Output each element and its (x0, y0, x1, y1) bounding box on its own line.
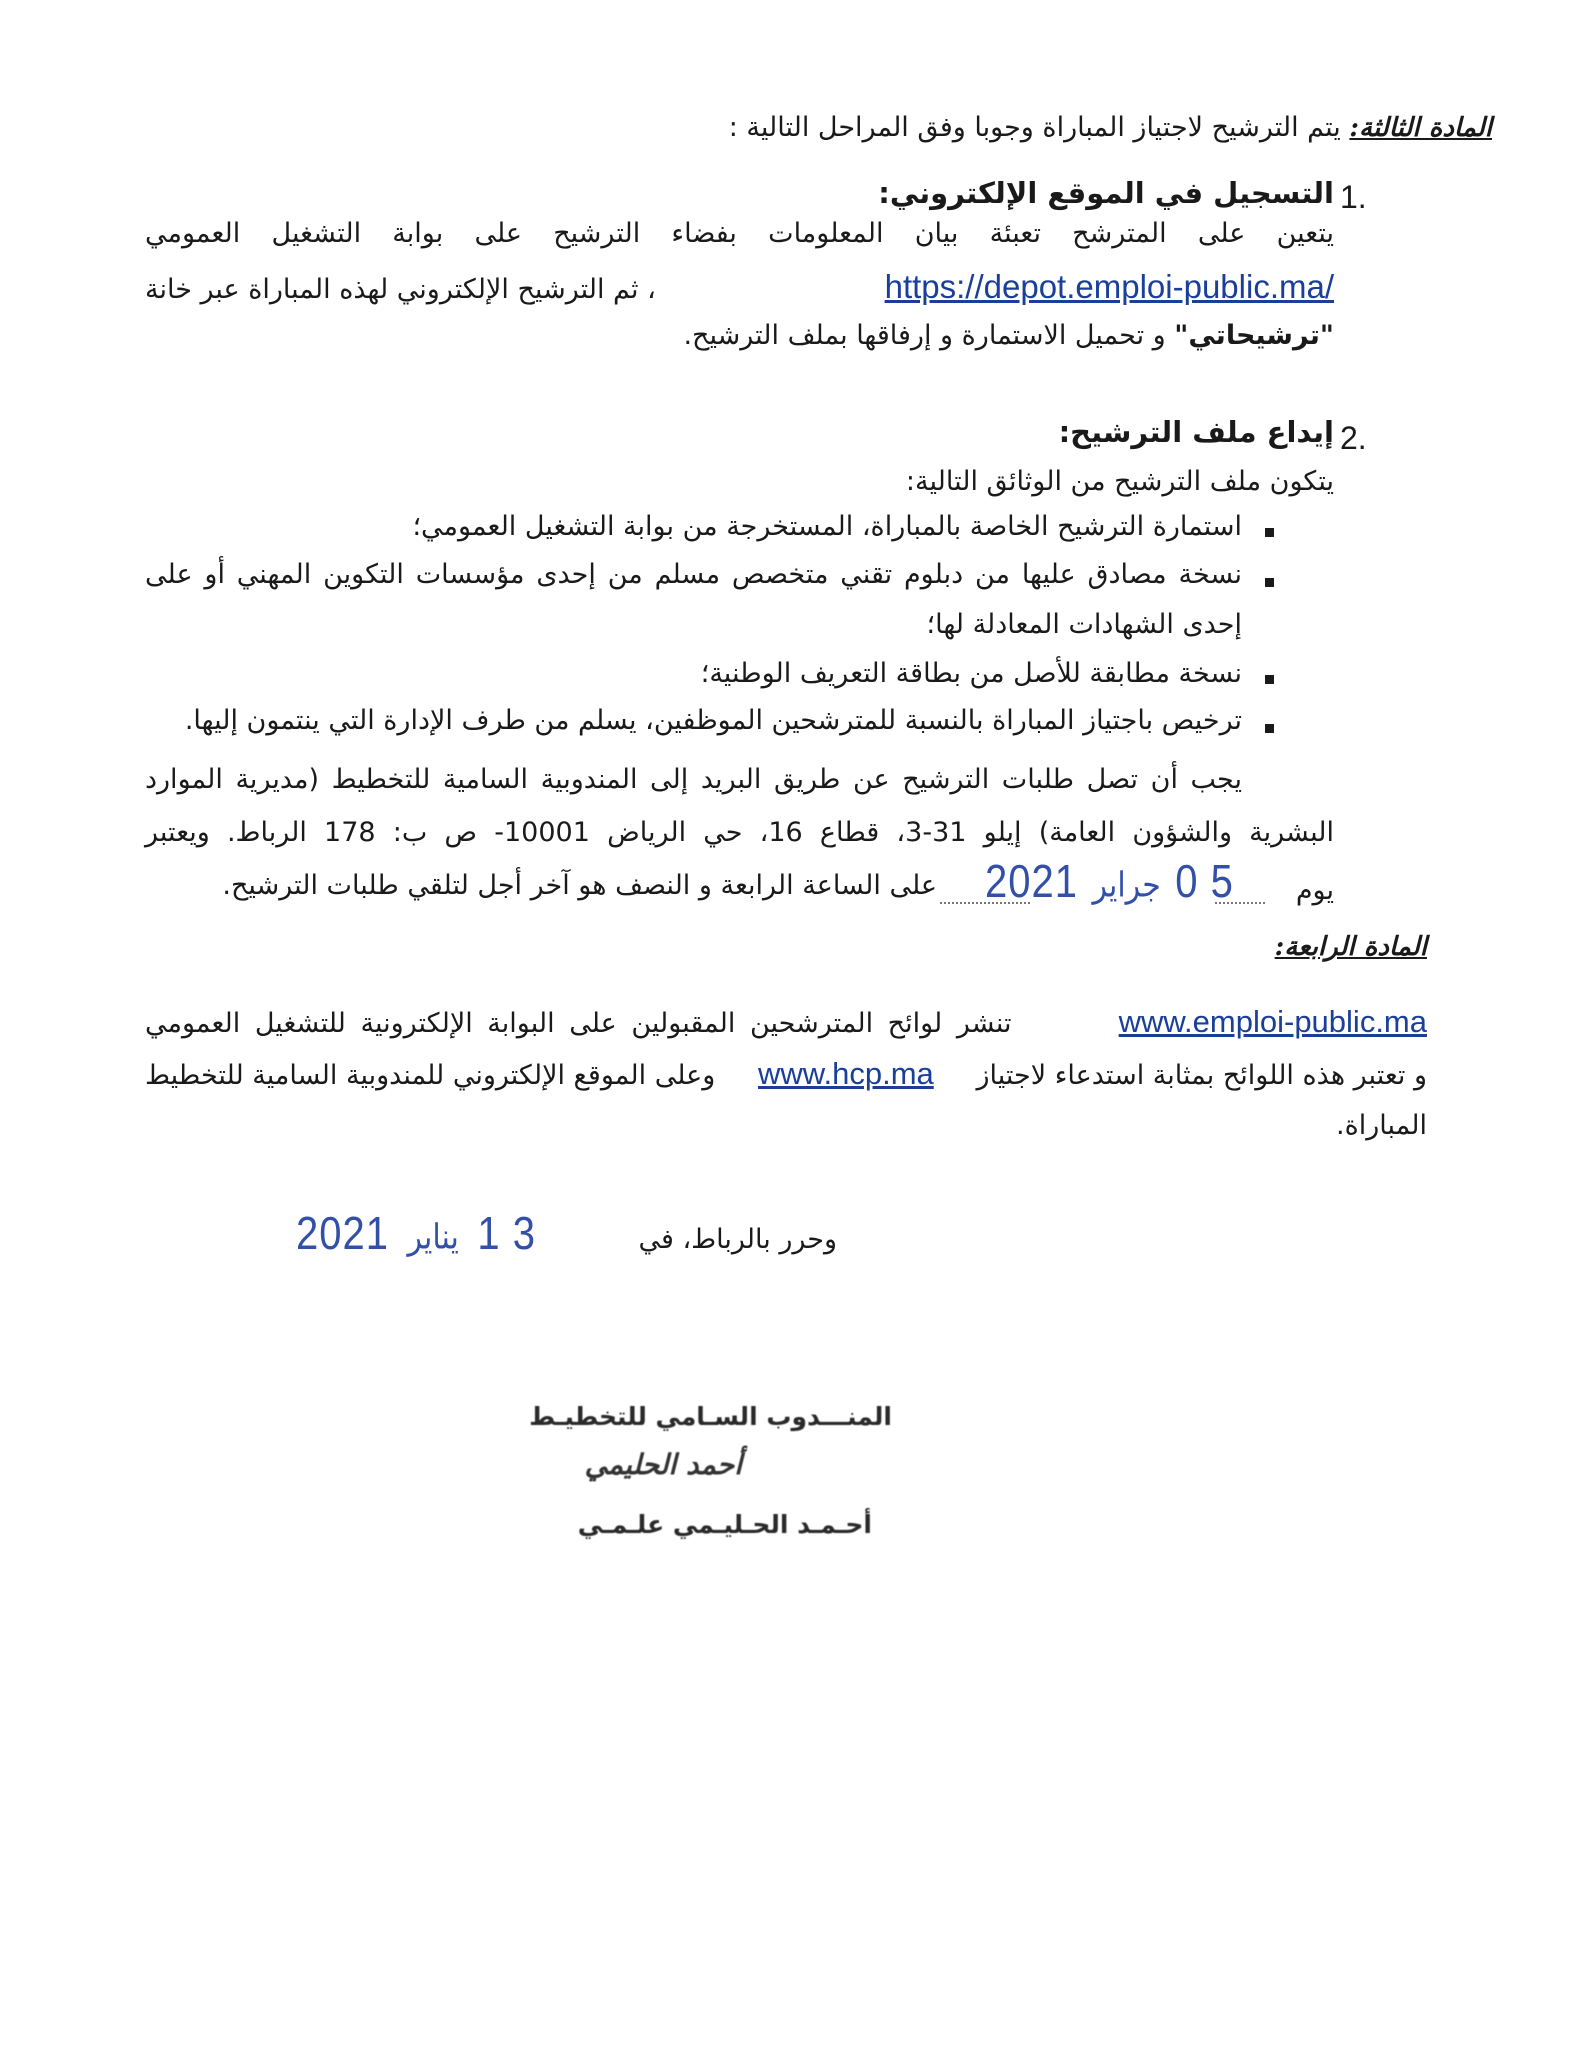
article4-line1-text: تنشر لوائح المترشحين المقبولين على البوابة الإلكترونية للتشغيل العمومي (145, 1008, 1012, 1039)
step1-my-applications: "ترشيحاتي" (1174, 320, 1334, 351)
deadline-stamp-month: جراير (1092, 866, 1161, 905)
signatory-name: أحـمـد الحـليـمي علـمـي (577, 1510, 872, 1539)
deadline-stamp-year: 2021 (985, 856, 1078, 908)
step1-portal-link[interactable]: https://depot.emploi-public.ma/ (884, 268, 1334, 305)
deadline-stamp-day: 0 5 (1175, 856, 1234, 908)
article4-heading: المادة الرابعة: (1274, 932, 1427, 962)
closing-stamp-day: 1 3 (477, 1208, 536, 1260)
step2-item-1: استمارة الترشيح الخاصة بالمباراة، المستخرجة من بوابة التشغيل العمومي؛ (412, 511, 1242, 542)
bullet-marker (1265, 528, 1274, 537)
step2-intro: يتكون ملف الترشيح من الوثائق التالية: (905, 466, 1334, 497)
closing-place: وحرر بالرباط، في (638, 1224, 837, 1255)
step2-item-3: نسخة مطابقة للأصل من بطاقة التعريف الوطنية؛ (700, 658, 1242, 689)
article4-line2-end: و تعتبر هذه اللوائح بمثابة استدعاء لاجتياز (976, 1060, 1427, 1091)
step1-number: 1. (1340, 179, 1367, 215)
article4-line3: المباراة. (1336, 1110, 1427, 1141)
article3-intro: يتم الترشيح لاجتياز المباراة وجوبا وفق المراحل التالية : (728, 112, 1341, 143)
step2-item-4: ترخيص باجتياز المباراة بالنسبة للمترشحين الموظفين، يسلم من طرف الإدارة التي ينتمون إليها. (184, 705, 1242, 736)
mail-line-1: يجب أن تصل طلبات الترشيح عن طريق البريد إلى المندوبية السامية للتخطيط (مديرية الموارد (145, 764, 1242, 795)
deadline-prefix: يوم (1295, 875, 1334, 906)
handwritten-signature: أحمد الحليمي (584, 1448, 742, 1481)
bullet-marker (1265, 675, 1274, 684)
step1-line1: يتعين على المترشح تعبئة بيان المعلومات بفضاء الترشيح على بوابة التشغيل العمومي (145, 218, 1334, 249)
signature-title: المنـــدوب السـامي للتخطيـط (529, 1402, 892, 1431)
emploi-public-link[interactable]: www.emploi-public.ma (1118, 1004, 1427, 1039)
article3-heading-line (729, 112, 1492, 143)
step2-item-2: نسخة مصادق عليها من دبلوم تقني متخصص مسلم من إحدى مؤسسات التكوين المهني أو على (145, 559, 1242, 590)
article4-line2-start: وعلى الموقع الإلكتروني للمندوبية السامية للتخطيط (145, 1060, 716, 1091)
deadline-suffix: على الساعة الرابعة و النصف هو آخر أجل لتلقي طلبات الترشيح. (222, 870, 937, 901)
step2-title: إيداع ملف الترشيح: (1058, 415, 1334, 449)
step1-title: التسجيل في الموقع الإلكتروني: (878, 176, 1334, 210)
article4-line2 (145, 1056, 1427, 1092)
step1-line2 (145, 268, 1334, 306)
article3-heading: المادة الثالثة: (1349, 113, 1492, 143)
closing-stamp-year: 2021 (296, 1208, 389, 1260)
article4-heading-line (1275, 932, 1427, 962)
step1-line2-text: ، ثم الترشيح الإلكتروني لهذه المباراة عبر خانة (145, 274, 656, 305)
step1-line3 (683, 318, 1334, 353)
closing-stamp-month: يناير (407, 1218, 459, 1257)
bullet-marker (1265, 578, 1274, 587)
deadline-date-stamp (985, 856, 1234, 908)
dotted-fill (1215, 902, 1265, 904)
step1-line3-rest: و تحميل الاستمارة و إرفاقها بملف الترشيح. (683, 320, 1166, 351)
article4-line1 (145, 1004, 1427, 1040)
closing-date-stamp (296, 1208, 536, 1260)
mail-line-2: البشرية والشؤون العامة) إيلو 31-3، قطاع 16، حي الرياض 10001- ص ب: 178 الرباط. ويعتبر (145, 817, 1335, 848)
bullet-marker (1265, 724, 1274, 733)
step2-number: 2. (1340, 420, 1367, 456)
step2-item-2-cont: إحدى الشهادات المعادلة لها؛ (926, 609, 1242, 640)
hcp-link[interactable]: www.hcp.ma (758, 1056, 934, 1091)
